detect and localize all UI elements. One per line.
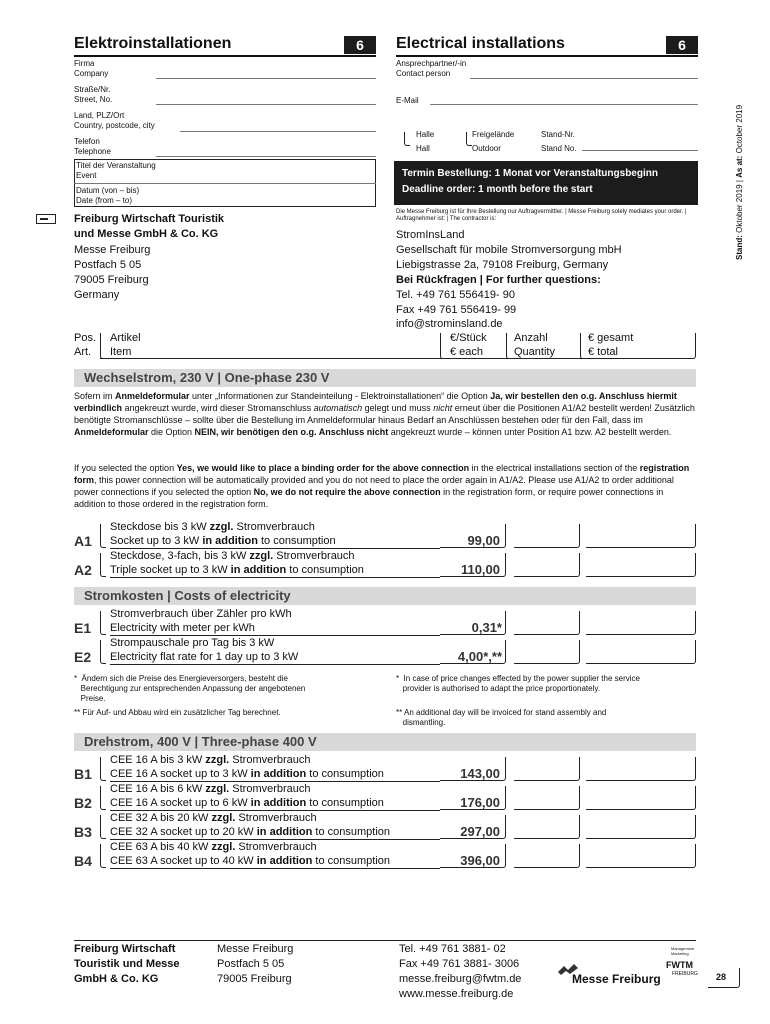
row-code: B1 (74, 766, 92, 782)
quantity-input[interactable] (514, 844, 580, 868)
contact-label: Ansprechpartner/-in Contact person (396, 59, 467, 78)
footer-company: Freiburg Wirtschaft Touristik und Messe GmbH & Co. KG (74, 943, 180, 985)
contractor-name: StromInsLand (396, 229, 465, 241)
row-price: 110,00 (460, 562, 500, 577)
row-desc-en: Socket up to 3 kW in addition to consumption (110, 535, 336, 547)
col-quantity: Anzahl Quantity (514, 332, 555, 358)
row-desc-de: CEE 16 A bis 6 kW zzgl. Stromverbrauch (110, 783, 311, 795)
row-price: 297,00 (460, 824, 500, 839)
contractor-note: Die Messe Freiburg ist für Ihre Bestellung nur Auftragvermittler. | Messe Freiburg solely mediates your order. | Auftragnehmer ist: | The contractor is: (396, 209, 687, 222)
col-pos: Pos. Art. (74, 332, 97, 358)
row-desc-de: Stromverbrauch über Zähler pro kWh (110, 608, 292, 620)
section-a-heading: Wechselstrom, 230 V | One-phase 230 V (74, 369, 696, 387)
footer-contact: Tel. +49 761 3881- 02 Fax +49 761 3881- 3006 messe.freiburg@fwtm.de www.messe.freiburg.de (399, 943, 522, 1000)
row-desc-en: CEE 16 A socket up to 6 kW in addition to consumption (110, 797, 384, 809)
title-en: Electrical installations (396, 35, 565, 52)
contractor-fax: Fax +49 761 556419- 99 (396, 304, 517, 316)
total-input[interactable] (586, 844, 696, 868)
title-de: Elektroinstallationen (74, 35, 232, 52)
row-code: B3 (74, 824, 92, 840)
row-desc-en: Triple socket up to 3 kW in addition to consumption (110, 564, 364, 576)
row-code: B4 (74, 853, 92, 869)
street-label: Straße/Nr. Street, No. (74, 85, 113, 104)
asat-value: October 2019 (735, 104, 744, 154)
table-row (74, 753, 696, 782)
fwtm-logo: Management Marketing FWTM FREIBURG (666, 946, 698, 977)
row-desc-de: CEE 63 A bis 40 kW zzgl. Stromverbrauch (110, 841, 317, 853)
email-field[interactable] (430, 104, 698, 105)
asat-label: As at: (735, 155, 744, 178)
company-label: Firma Company (74, 59, 109, 78)
section-e-heading: Stromkosten | Costs of electricity (74, 587, 696, 605)
contact-field[interactable] (470, 78, 698, 79)
row-desc-de: Steckdose bis 3 kW zzgl. Stromverbrauch (110, 521, 315, 533)
email-label: E-Mail (396, 96, 419, 105)
sender-line6: Germany (74, 289, 120, 301)
col-total: € gesamt € total (588, 332, 634, 358)
table-row (74, 607, 696, 636)
row-desc-en: CEE 32 A socket up to 20 kW in addition to consumption (110, 826, 391, 838)
row-desc-en: CEE 63 A socket up to 40 kW in addition to consumption (110, 855, 391, 867)
page-section-number-en: 6 (666, 36, 698, 54)
row-desc-en: CEE 16 A socket up to 3 kW in addition to consumption (110, 768, 384, 780)
total-input[interactable] (586, 815, 696, 839)
quantity-input[interactable] (514, 757, 580, 781)
contractor-tel: Tel. +49 761 556419- 90 (396, 289, 515, 301)
row-desc-de: Strompauschale pro Tag bis 3 kW (110, 637, 275, 649)
row-code: E1 (74, 620, 92, 636)
header-rule-left (74, 55, 376, 57)
table-row (74, 782, 696, 811)
street-field[interactable] (156, 104, 376, 105)
row-price: 396,00 (460, 853, 500, 868)
section-a-para-en: If you selected the option Yes, we would like to place a binding order for the above connection in the electrical installations section of the registration form, this power connection will be automatically provided and you do not need to place the order again in A1/A2. Please use A1/A2 to order additional power connections if you selected the option No, we do not require the above connection in the registration form, or require power connections in addition to those ordered in the registration form. (74, 463, 690, 509)
deadline-en: Deadline order: 1 month before the start (402, 184, 593, 195)
land-label: Land, PLZ/Ort Country, postcode, city (74, 111, 155, 130)
section-b-heading: Drehstrom, 400 V | Three-phase 400 V (74, 733, 696, 751)
quantity-input[interactable] (514, 786, 580, 810)
land-field[interactable] (180, 131, 376, 132)
row-price: 0,31* (471, 620, 502, 635)
hall-label: Halle Hall (416, 130, 435, 153)
deadline-de: Termin Bestellung: 1 Monat vor Veranstaltungsbeginn (402, 168, 658, 179)
row-price: 99,00 (467, 533, 500, 548)
section-a-para-de: Sofern im Anmeldeformular unter „Informationen zur Standeinteilung - Elektroinstallationen“ die Option Ja, wir bestellen den o.g. Anschluss hiermit verbindlich angekreuzt wurde, wird dieser Stromanschluss automatisch gelegt und muss nicht erneut über die Positionen A1/A2 bestellt werden! Zusätzlich benötigte Stromanschlüsse – sollte über die Bestellung im Anmeldeformular hinaus Bedarf an Anschlüssen bestehen oder für den Fall, dass im Anmeldeformular die Option NEIN, wir benötigen den o.g. Anschluss nicht angekreuzt wurde – können unter Position A1 bzw. A2 bestellt werden. (74, 391, 695, 437)
total-input[interactable] (586, 757, 696, 781)
sidebar-date (733, 80, 747, 260)
total-input[interactable] (586, 553, 696, 577)
contractor-questions: Bei Rückfragen | For further questions: (396, 274, 601, 286)
footer-website[interactable]: www.messe.freiburg.de (399, 988, 514, 1000)
quantity-input[interactable] (514, 640, 580, 664)
total-input[interactable] (586, 524, 696, 548)
quantity-input[interactable] (514, 524, 580, 548)
row-code: A2 (74, 562, 92, 578)
row-code: B2 (74, 795, 92, 811)
table-row (74, 840, 696, 869)
quantity-input[interactable] (514, 611, 580, 635)
footer-rule (74, 940, 696, 941)
deadline-box (394, 161, 698, 205)
row-desc-en: Electricity with meter per kWh (110, 622, 255, 634)
outdoor-label: Freigelände Outdoor (472, 130, 515, 153)
company-field[interactable] (156, 78, 376, 79)
row-price: 4,00*,** (457, 649, 502, 664)
contractor-email[interactable]: info@strominsland.de (396, 318, 503, 330)
row-desc-de: CEE 16 A bis 3 kW zzgl. Stromverbrauch (110, 754, 311, 766)
table-row (74, 549, 696, 578)
col-per-unit: €/Stück € each (450, 332, 487, 358)
row-price: 176,00 (460, 795, 500, 810)
row-desc-de: Steckdose, 3-fach, bis 3 kW zzgl. Stromverbrauch (110, 550, 355, 562)
page-section-number: 6 (344, 36, 376, 54)
total-input[interactable] (586, 786, 696, 810)
event-field[interactable] (74, 183, 376, 184)
sender-line2: und Messe GmbH & Co. KG (74, 228, 219, 240)
row-code: A1 (74, 533, 92, 549)
stand-field[interactable] (582, 150, 698, 151)
sender-line5: 79005 Freiburg (74, 274, 149, 286)
contractor-address: Liebigstrasse 2a, 79108 Freiburg, Germany (396, 259, 609, 271)
hall-checkbox[interactable] (404, 132, 410, 146)
footnote-1-en: * In case of price changes effected by the power supplier the service provider is authorised to adapt the price proportionately. (396, 674, 640, 693)
fold-mark-icon (36, 214, 56, 224)
col-header-frame (100, 333, 696, 359)
table-row (74, 636, 696, 665)
stand-date-value: Oktober 2019 | (735, 177, 744, 233)
footnote-1-de: * Ändern sich die Preise des Energieversorgers, besteht die Berechtigung zur entsprechenden Anpassung der angebotenen Preise. (74, 674, 306, 703)
table-row (74, 811, 696, 840)
row-desc-de: CEE 32 A bis 20 kW zzgl. Stromverbrauch (110, 812, 317, 824)
header-rule-right (396, 55, 698, 57)
table-row (74, 520, 696, 549)
col-article: Artikel Item (110, 332, 141, 358)
footer-email[interactable]: messe.freiburg@fwtm.de (399, 973, 522, 985)
sender-line4: Postfach 5 05 (74, 259, 142, 271)
stand-label: Stand-Nr. Stand No. (541, 130, 577, 153)
quantity-input[interactable] (514, 553, 580, 577)
stand-date-label: Stand: (735, 235, 744, 260)
row-code: E2 (74, 649, 92, 665)
messe-logo-text: Messe Freiburg (572, 972, 661, 986)
sender-line3: Messe Freiburg (74, 244, 151, 256)
phone-label: Telefon Telephone (74, 137, 111, 156)
event-label: Titel der Veranstaltung Event (76, 161, 156, 180)
footer-address: Messe Freiburg Postfach 5 05 79005 Freiburg (217, 943, 294, 985)
footnote-2-de: ** Für Auf- und Abbau wird ein zusätzlicher Tag berechnet. (74, 708, 281, 717)
page-number: 28 (716, 972, 727, 982)
quantity-input[interactable] (514, 815, 580, 839)
date-label: Datum (von – bis) Date (from – to) (76, 186, 140, 205)
total-input[interactable] (586, 640, 696, 664)
contractor-company: Gesellschaft für mobile Stromversorgung mbH (396, 244, 622, 256)
footnote-2-en: ** An additional day will be invoiced for stand assembly and dismantling. (396, 708, 607, 727)
total-input[interactable] (586, 611, 696, 635)
sender-line1: Freiburg Wirtschaft Touristik (74, 213, 225, 225)
row-price: 143,00 (460, 766, 500, 781)
row-desc-en: Electricity flat rate for 1 day up to 3 kW (110, 651, 299, 663)
phone-field[interactable] (156, 156, 376, 157)
